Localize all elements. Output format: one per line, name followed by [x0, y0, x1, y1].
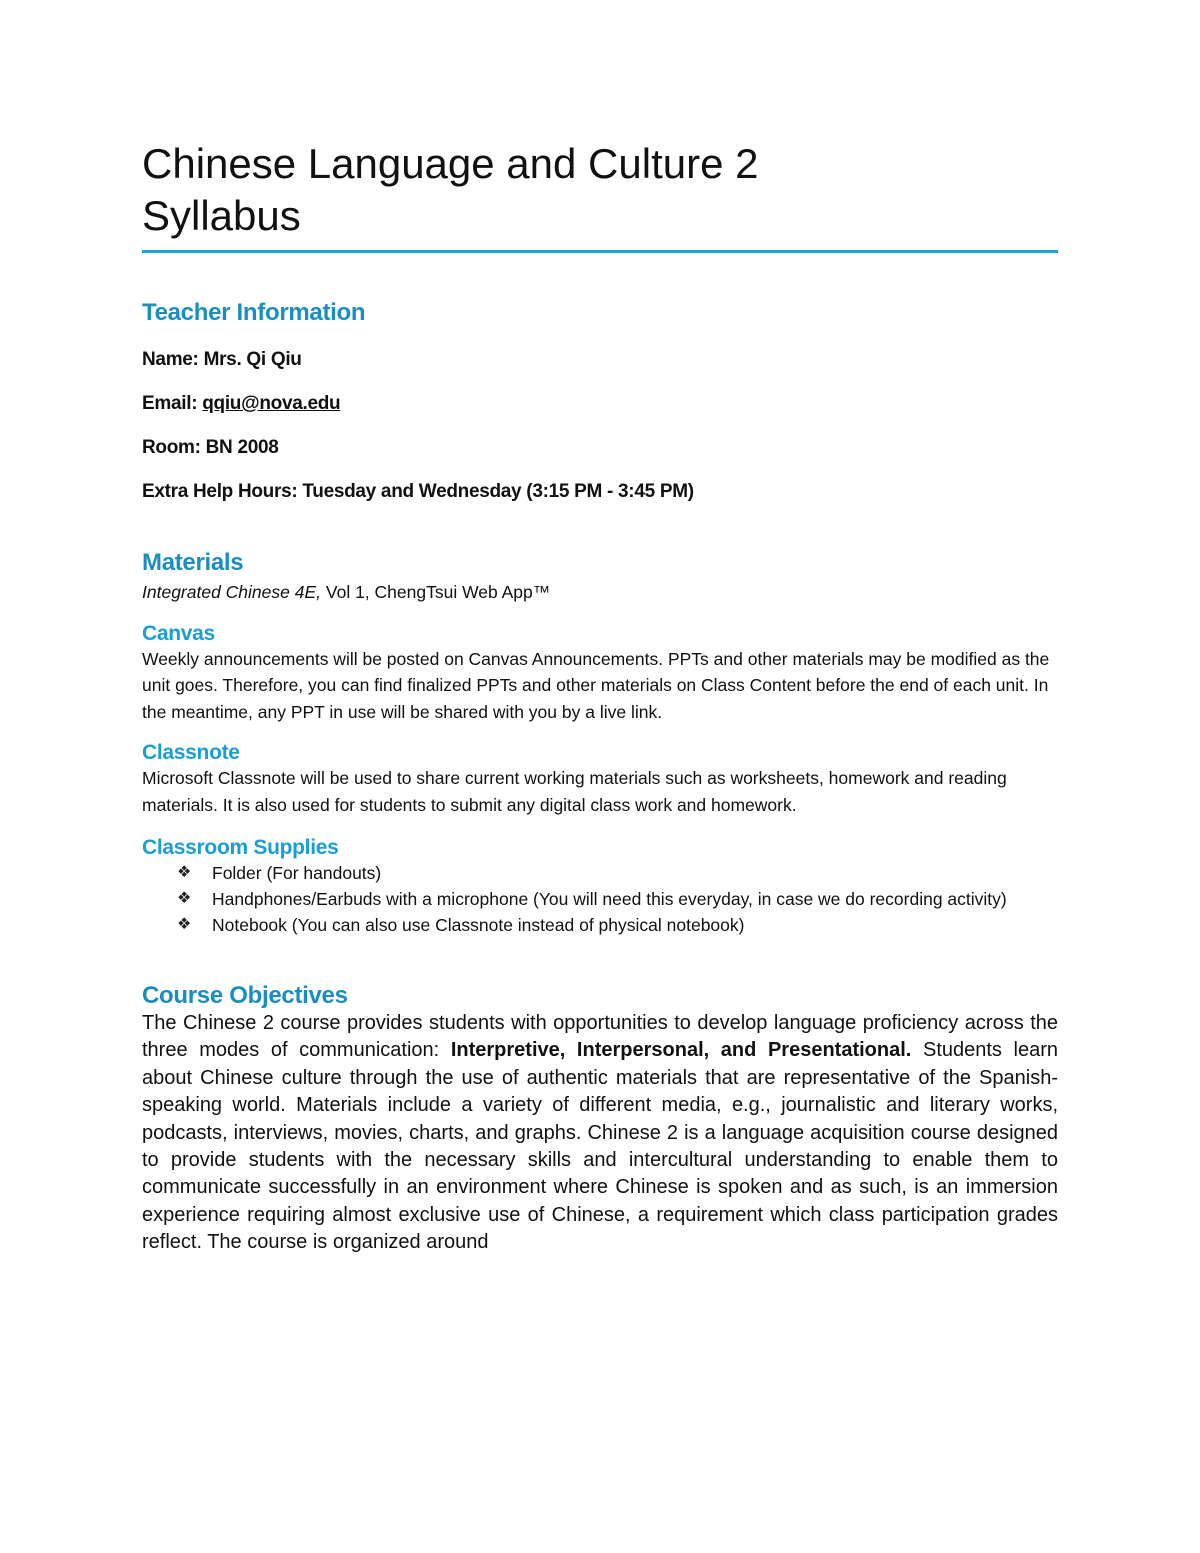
teacher-email — [142, 393, 1058, 415]
room-value: BN 2008 — [205, 437, 279, 458]
room-label: Room: — [142, 437, 201, 458]
hours-label: Extra Help Hours: — [142, 481, 298, 502]
materials-text — [142, 579, 1058, 606]
supplies-list — [142, 860, 1058, 938]
objectives-text-end: Students learn about Chinese culture through the use of authentic materials that are representative of the Spanish-speaking world. Materials include a variety of different media, e.g., journalistic and literary works, podcasts, interviews, movies, charts, and graphs. Chinese 2 is a language acquisition course designed to provide students with the necessary skills and intercultural understanding to enable them to communicate successfully in an environment where Chinese is spoken and as such, is an immersion experience requiring almost exclusive use of Chinese, a requirement which class participation grades reflect. The course is organized around — [142, 1039, 1059, 1254]
communication-modes: Interpretive, Interpersonal, and Presentational. — [450, 1039, 912, 1062]
diamond-bullet-icon: ❖ — [177, 864, 192, 881]
teacher-help-hours — [142, 481, 1058, 503]
teacher-name — [142, 349, 1058, 371]
hours-value: Tuesday and Wednesday (3:15 PM - 3:45 PM) — [302, 481, 694, 502]
book-title: Integrated Chinese 4E, — [142, 582, 322, 602]
teacher-room — [142, 437, 1058, 459]
title-divider — [142, 250, 1058, 253]
book-details: Vol 1, ChengTsui Web App™ — [321, 582, 551, 602]
classnote-heading: Classnote — [142, 741, 240, 764]
classnote-text: Microsoft Classnote will be used to share current working materials such as worksheets, homework and reading materials. It is also used for students to submit any digital class work and homework. — [142, 768, 1007, 815]
diamond-bullet-icon: ❖ — [177, 916, 192, 933]
materials-heading: Materials — [142, 549, 244, 576]
objectives-text-start: The Chinese 2 course provides students with opportunities to develop language proficiency across the three modes of communication: — [142, 1012, 1058, 1062]
supply-item-text: Notebook (You can also use Classnote instead of physical notebook) — [212, 915, 745, 935]
teacher-info-heading: Teacher Information — [142, 299, 366, 326]
supply-item-text: Folder (For handouts) — [212, 863, 382, 883]
name-label: Name: — [142, 349, 199, 370]
document-content — [142, 138, 1058, 1257]
objectives-text — [142, 1010, 1058, 1257]
supplies-heading: Classroom Supplies — [142, 836, 339, 859]
title-line-1: Chinese Language and Culture 2 — [142, 140, 759, 187]
supply-item-text: Handphones/Earbuds with a microphone (You will need this everyday, in case we do recording activity) — [212, 889, 1007, 909]
list-item — [142, 912, 1058, 938]
diamond-bullet-icon: ❖ — [177, 890, 192, 907]
objectives-heading: Course Objectives — [142, 982, 348, 1009]
canvas-heading: Canvas — [142, 621, 215, 645]
email-link[interactable]: qqiu@nova.edu — [202, 393, 341, 414]
list-item — [142, 860, 1058, 886]
name-value: Mrs. Qi Qiu — [203, 349, 302, 370]
canvas-text: Weekly announcements will be posted on Canvas Announcements. PPTs and other materials may be modified as the unit goes. Therefore, you can find finalized PPTs and other materials on Class Content before the end of each unit. In the meantime, any PPT in use will be shared with you by a live link. — [142, 648, 1050, 722]
title-line-2: Syllabus — [142, 192, 301, 239]
document-title — [142, 138, 1058, 242]
list-item — [142, 886, 1058, 912]
email-label: Email: — [142, 393, 198, 414]
